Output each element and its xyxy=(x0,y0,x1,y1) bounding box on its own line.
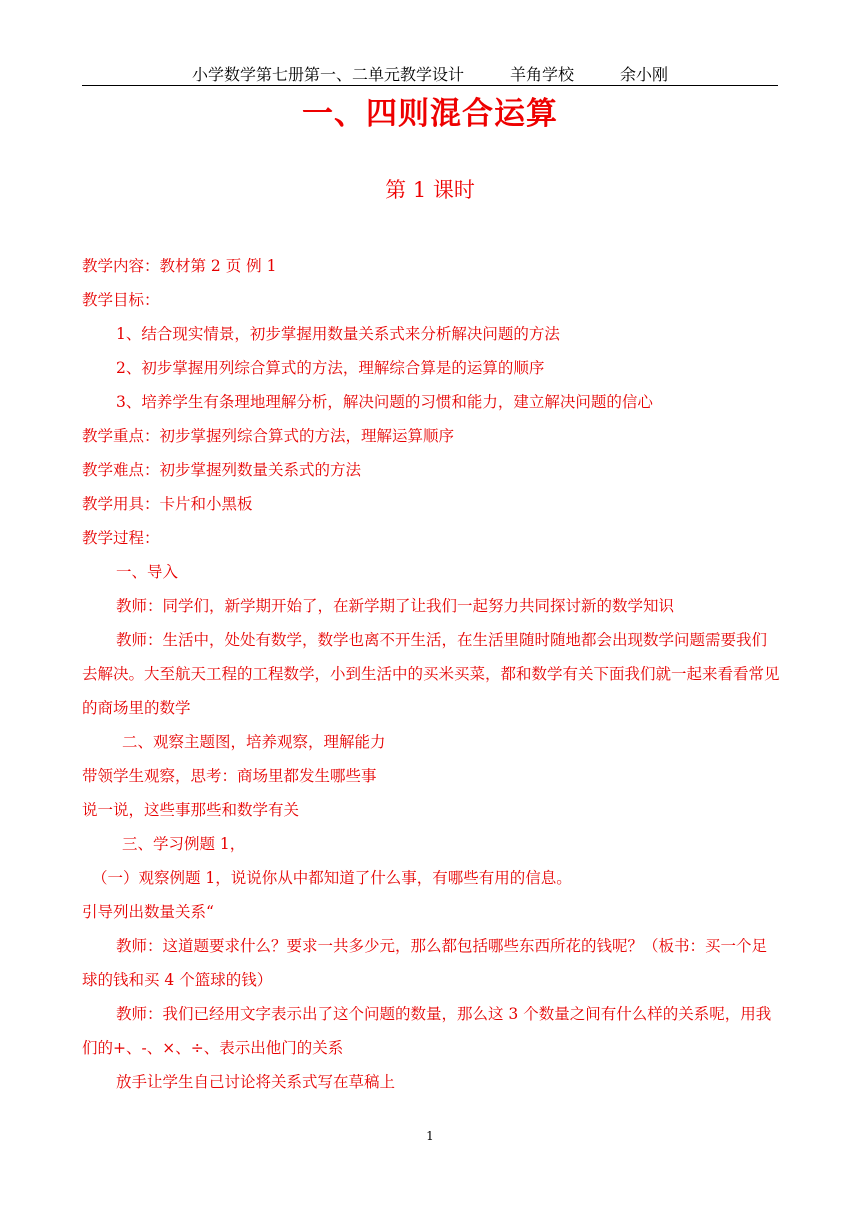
key-point: 教学重点：初步掌握列综合算式的方法，理解运算顺序 xyxy=(82,427,455,445)
step-3-heading: 三、学习例题 1， xyxy=(122,835,246,853)
teacher-line-2: 教师：生活中，处处有数学，数学也离不开生活，在生活里随时随地都会出现数学问题需要我们去解决。大至航天工程的工程数学，小到生活中的买米买菜，都和数学有关下面我们就一起来看看常见的商场里的数学 xyxy=(82,631,780,717)
guide-line: 引导列出数量关系“ xyxy=(82,903,214,921)
goals-label: 教学目标： xyxy=(82,291,160,309)
document-title: 一、四则混合运算 xyxy=(302,96,558,132)
teacher-line-1: 教师：同学们，新学期开始了，在新学期了让我们一起努力共同探讨新的数学知识 xyxy=(116,597,675,615)
teaching-content: 教学内容：教材第 2 页 例 1 xyxy=(82,257,277,275)
teacher-line-4: 教师：我们已经用文字表示出了这个问题的数量，那么这 3 个数量之间有什么样的关系呢，用我们的+、-、×、÷、表示出他门的关系 xyxy=(82,1005,772,1057)
header-author: 余小刚 xyxy=(620,65,669,84)
difficulty: 教学难点：初步掌握列数量关系式的方法 xyxy=(82,461,362,479)
goal-3: 3、培养学生有条理地理解分析，解决问题的习惯和能力，建立解决问题的信心 xyxy=(116,393,653,411)
say-line: 说一说，这些事那些和数学有关 xyxy=(82,801,300,819)
step-1-heading: 一、导入 xyxy=(116,563,179,581)
lead-observe: 带领学生观察，思考：商场里都发生哪些事 xyxy=(82,767,377,785)
page-number: 1 xyxy=(426,1129,434,1143)
page-header xyxy=(82,62,778,85)
process-label: 教学过程： xyxy=(82,529,160,547)
let-go-line: 放手让学生自己讨论将关系式写在草稿上 xyxy=(116,1073,396,1091)
goal-1: 1、结合现实情景，初步掌握用数量关系式来分析解决问题的方法 xyxy=(116,325,560,343)
sub-step-1: （一）观察例题 1，说说你从中都知道了什么事，有哪些有用的信息。 xyxy=(92,869,572,887)
teaching-tools: 教学用具：卡片和小黑板 xyxy=(82,495,253,513)
header-school: 羊角学校 xyxy=(509,65,574,84)
goal-2: 2、初步掌握用列综合算式的方法，理解综合算是的运算的顺序 xyxy=(116,359,545,377)
step-2-heading: 二、观察主题图，培养观察，理解能力 xyxy=(122,733,386,751)
lesson-subtitle: 第 1 课时 xyxy=(385,178,475,202)
header-divider xyxy=(82,85,778,86)
header-title: 小学数学第七册第一、二单元教学设计 xyxy=(191,65,464,84)
teacher-line-3: 教师：这道题要求什么？要求一共多少元，那么都包括哪些东西所花的钱呢？（板书：买一个足球的钱和买 4 个篮球的钱） xyxy=(82,937,768,989)
document-body xyxy=(82,249,782,1099)
